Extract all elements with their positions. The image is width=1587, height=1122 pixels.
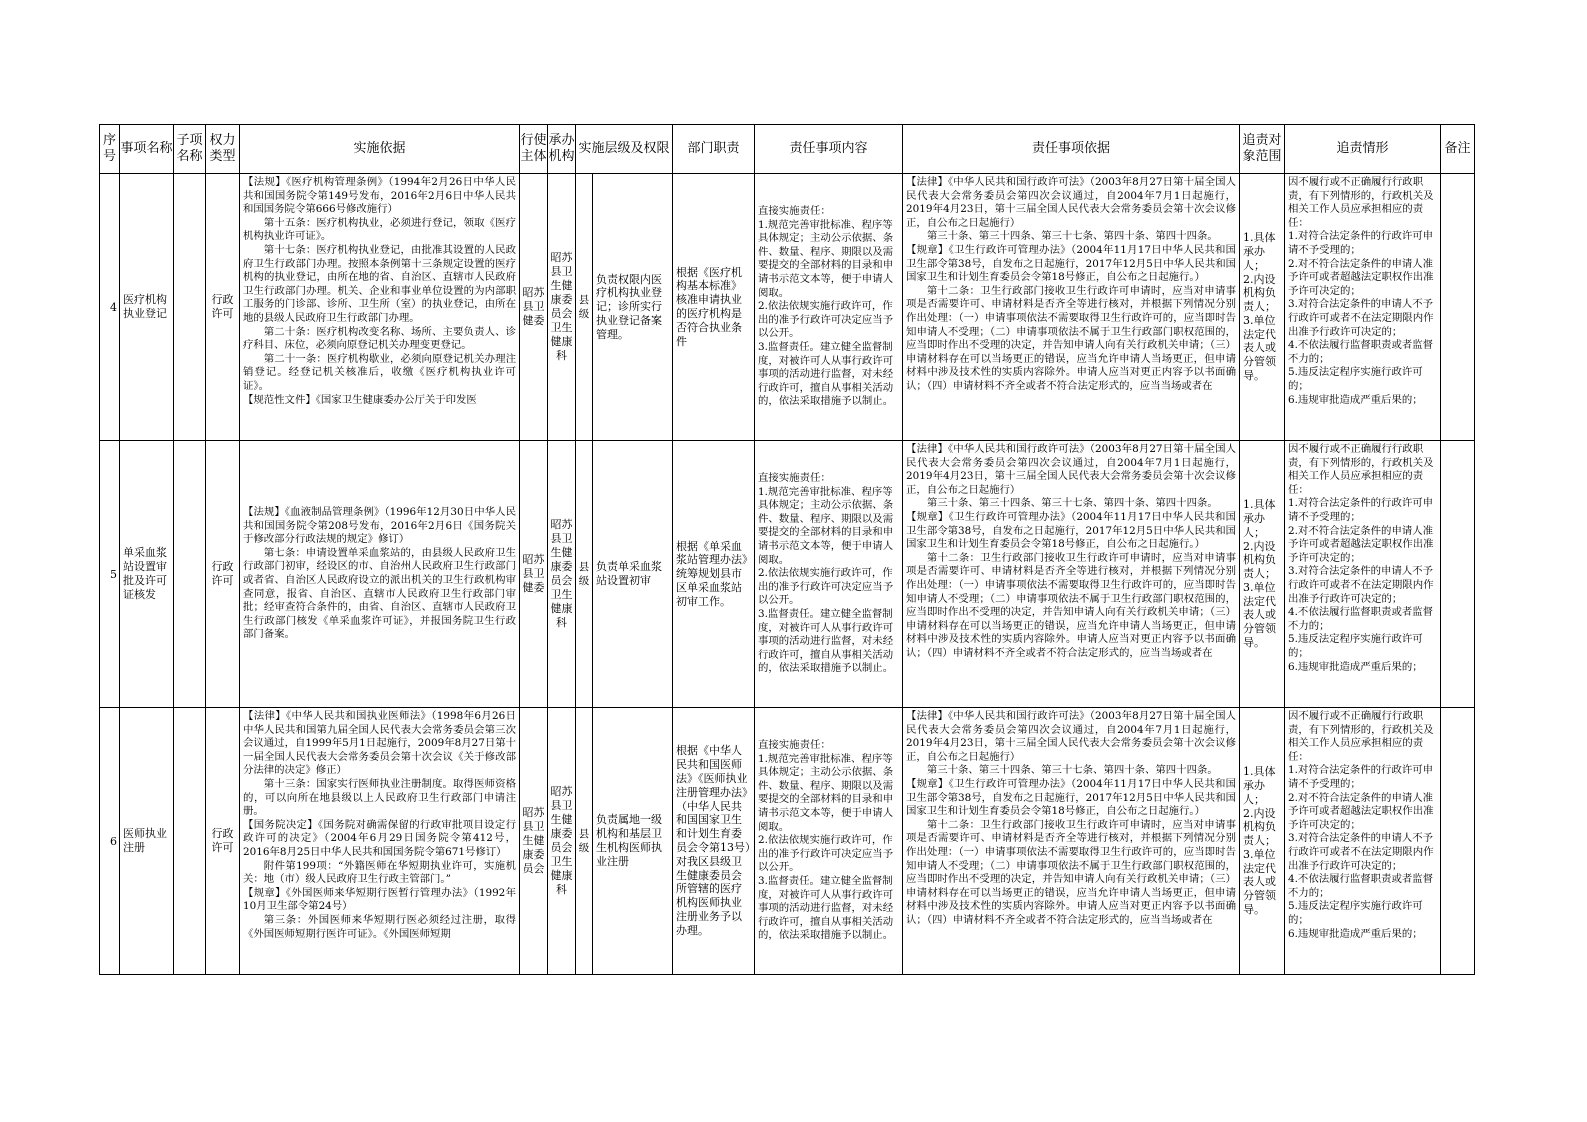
- resp-basis-cell: [903, 174, 1240, 441]
- scope: 1.具体承办人； 2.内设机构负责人； 3.单位法定代表人或分管领导。: [1243, 765, 1277, 917]
- situation: 因不履行或不正确履行行政职责，有下列情形的，行政机关及相关工作人员应承担相应的责任： 1.对符合法定条件的行政许可申请不予受理的； 2.对不符合法定条件的申请人准予许可或者超越法定职权作出准予许可决定的； 3.对符合法定条件的申请人不予行政许可或者不在法定期限内作出准予行政许可决定的； 4.不依法履行监督职责或者监督不力的； 5.违反法定程序实施行政许可的； 6.违规审批造成严重后果的；: [1288, 176, 1434, 406]
- situation: 因不履行或不正确履行行政职责，有下列情形的，行政机关及相关工作人员应承担相应的责任： 1.对符合法定条件的行政许可申请不予受理的； 2.对不符合法定条件的申请人准予许可或者超越法定职权作出准予许可决定的； 3.对符合法定条件的申请人不予行政许可或者不在法定期限内作出准予行政许可决定的； 4.不依法履行监督职责或者监督不力的； 5.违反法定程序实施行政许可的； 6.违规审批造成严重后果的；: [1288, 710, 1434, 940]
- subject: 昭苏县卫健委: [522, 553, 545, 594]
- duty: 根据《医疗机构基本标准》核准申请执业的医疗机构是否符合执业条件: [676, 265, 743, 348]
- situation-cell: [1285, 174, 1441, 441]
- col-item-name: 事项名称: [120, 125, 174, 174]
- table-row: [100, 708, 1475, 975]
- resp-basis-text-line: 第十二条：卫生行政部门接收卫生行政许可申请时，应当对申请事项是否需要许可、申请材料是否齐全等进行核对，并根据下列情况分别作出处理：（一）申请事项依法不需要取得卫生行政许可的，应当即时告知申请人不受理；（二）申请事项依法不属于卫生行政部门职权范围的，应当即时作出不受理的决定，并告知申请人向有关行政机关申请；（三）申请材料存在可以当场更正的错误，应当允许申请人当场更正，但申请材料中涉及技术性的实质内容除外。申请人应当对更正内容予以书面确认；（四）申请材料不齐全或者不符合法定形式的，应当当场或者在: [906, 818, 1237, 926]
- resp-basis-text-line: 第三十条、第三十四条、第三十七条、第四十条、第四十四条。: [926, 764, 1218, 777]
- basis-text-line: 第七条：申请设置单采血浆站的，由县级人民政府卫生行政部门初审，经设区的市、自治州人民政府卫生行政部门或者省、自治区人民政府设立的派出机关的卫生行政机构审查同意，报省、自治区、直辖市人民政府卫生行政部门审批；经审查符合条件的，由省、自治区、直辖市人民政府卫生行政部门核发《单采血浆许可证》，并报国务院卫生行政部门备案。: [243, 546, 516, 641]
- basis-text: [240, 441, 519, 707]
- item-name-cell: [120, 441, 174, 708]
- level: 县级: [578, 294, 590, 320]
- duty-cell: [673, 708, 755, 975]
- level: 县级: [578, 561, 590, 587]
- basis-text-line: 第十三条：国家实行医师执业注册制度。取得医师资格的，可以向所在地县级以上人民政府卫生行政部门申请注册。: [243, 777, 516, 818]
- level-desc: 负责权限内医疗机构执业登记；诊所实行执业登记备案管理。: [596, 272, 662, 341]
- remark: [1441, 708, 1474, 974]
- basis-text-line: 附件第199项：“外籍医师在华短期执业许可，实施机关：地（市）级人民政府卫生行政主管部门。”: [243, 859, 516, 886]
- resp-content: 直接实施责任： 1.规范完善审批标准、程序等具体规定；主动公示依据、条件、数量、程序、期限以及需要提交的全部材料的目录和申请书示范文本等，便于申请人阅取。 2.依法依规实施行政许可，作出的准予行政许可决定应当予以公开。 3.监督责任。建立健全监督制度，对被许可人从事行政许可事项的活动进行监督，对未经行政许可，擅自从事相关活动的，依法采取措施予以制止。: [758, 205, 894, 408]
- table-row: [100, 441, 1475, 708]
- resp-basis-cell: [903, 708, 1240, 975]
- power-type-cell: [206, 441, 240, 708]
- resp-basis-text-line: 【法律】《中华人民共和国行政许可法》（2003年8月27日第十届全国人民代表大会常务委员会第四次会议通过，自2004年7月1日起施行，2019年4月23日，第十三届全国人民代表大会常务委员会第十次会议修正，自公布之日起施行）: [906, 176, 1237, 229]
- basis-text-line: 第十七条：医疗机构执业登记，由批准其设置的人民政府卫生行政部门办理。按照本条例第十三条规定设置的医疗机构的执业登记，由所在地的省、自治区、直辖市人民政府卫生行政部门办理。机关、企业和事业单位设置的为内部职工服务的门诊部、诊所、卫生所（室）的执业登记，由所在地的县级人民政府卫生行政部门办理。: [243, 243, 516, 324]
- sub-item-cell: [174, 708, 206, 975]
- sub-item: [174, 174, 205, 440]
- handler-cell: [548, 441, 576, 708]
- level-desc-cell: [593, 174, 673, 441]
- duty: 根据《单采血浆站管理办法》统筹规划县市区单采血浆站初审工作。: [676, 539, 748, 608]
- col-seq: 序号: [100, 125, 120, 174]
- handler-cell: [548, 708, 576, 975]
- col-sub-item: 子项名称: [174, 125, 206, 174]
- basis-cell: [240, 441, 520, 708]
- duty-cell: [673, 441, 755, 708]
- level-cell: [576, 174, 593, 441]
- resp-basis-text: [903, 174, 1239, 440]
- item-name-cell: [120, 174, 174, 441]
- level-cell: [576, 708, 593, 975]
- item-name: 医师执业注册: [123, 827, 167, 854]
- col-remark: 备注: [1441, 125, 1475, 174]
- resp-basis-text: [903, 708, 1239, 974]
- basis-text-line: 【法规】《血液制品管理条例》（1996年12月30日中华人民共和国国务院令第208号发布，2016年2月6日《国务院关于修改部分行政法规的规定》修订）: [243, 506, 516, 546]
- sub-item-cell: [174, 174, 206, 441]
- handler: 昭苏县卫生健康委员会卫生健康科: [550, 518, 573, 629]
- col-handler: 承办机构: [548, 125, 576, 174]
- basis-cell: [240, 174, 520, 441]
- handler: 昭苏县卫生健康委员会卫生健康科: [550, 785, 573, 896]
- col-subject: 行使主体: [520, 125, 548, 174]
- scope-cell: [1240, 708, 1285, 975]
- resp-basis-text: [903, 441, 1239, 707]
- level-cell: [576, 441, 593, 708]
- resp-content-cell: [755, 708, 903, 975]
- header-row: [100, 125, 1475, 174]
- resp-basis-text-line: 【法律】《中华人民共和国行政许可法》（2003年8月27日第十届全国人民代表大会常务委员会第四次会议通过，自2004年7月1日起施行，2019年4月23日，第十三届全国人民代表大会常务委员会第十次会议修正，自公布之日起施行）: [906, 710, 1237, 763]
- level: 县级: [578, 828, 590, 854]
- level-desc: 负责属地一级机构和基层卫生机构医师执业注册: [596, 813, 662, 868]
- duty: 根据《中华人民共和国医师法》《医师执业注册管理办法》（中华人民共和国国家卫生和计划生育委员会令第13号）对我区县级卫生健康委员会所管辖的医疗机构医师执业注册业务予以办理。: [676, 744, 751, 937]
- seq-cell: [100, 174, 120, 441]
- sub-item-cell: [174, 441, 206, 708]
- scope-cell: [1240, 441, 1285, 708]
- scope-cell: [1240, 174, 1285, 441]
- subject-cell: [520, 708, 548, 975]
- row-number: 6: [110, 834, 117, 848]
- remark: [1441, 441, 1474, 707]
- seq-cell: [100, 708, 120, 975]
- item-name: 医疗机构执业登记: [123, 293, 167, 320]
- remark: [1441, 174, 1474, 440]
- basis-text-line: 第三条：外国医师来华短期行医必须经过注册，取得《外国医师短期行医许可证》。《外国医师短期: [243, 913, 516, 940]
- handler-cell: [548, 174, 576, 441]
- basis-text-line: 【规范性文件】《国家卫生健康委办公厅关于印发医: [243, 393, 477, 406]
- row-number: 5: [110, 567, 117, 581]
- subject-cell: [520, 174, 548, 441]
- responsibility-table: [99, 124, 1475, 975]
- level-desc-cell: [593, 708, 673, 975]
- sub-item: [174, 441, 205, 707]
- resp-basis-text-line: 【规章】《卫生行政许可管理办法》（2004年11月17日中华人民共和国卫生部令第38号，自发布之日起施行，2017年12月5日中华人民共和国国家卫生和计划生育委员会令第18号修正，自公布之日起施行。）: [906, 510, 1237, 551]
- situation: 因不履行或不正确履行行政职责，有下列情形的，行政机关及相关工作人员应承担相应的责任： 1.对符合法定条件的行政许可申请不予受理的； 2.对不符合法定条件的申请人准予许可或者超越法定职权作出准予许可决定的； 3.对符合法定条件的申请人不予行政许可或者不在法定期限内作出准予行政许可决定的； 4.不依法履行监督职责或者监督不力的； 5.违反法定程序实施行政许可的； 6.违规审批造成严重后果的；: [1288, 443, 1434, 673]
- resp-basis-text-line: 【法律】《中华人民共和国行政许可法》（2003年8月27日第十届全国人民代表大会常务委员会第四次会议通过，自2004年7月1日起施行，2019年4月23日，第十三届全国人民代表大会常务委员会第十次会议修正，自公布之日起施行）: [906, 443, 1237, 496]
- power-type-cell: [206, 708, 240, 975]
- seq-cell: [100, 441, 120, 708]
- col-duty: 部门职责: [673, 125, 755, 174]
- col-resp-basis: 责任事项依据: [903, 125, 1240, 174]
- remark-cell: [1441, 441, 1475, 708]
- resp-basis-text-line: 第三十条、第三十四条、第三十七条、第四十条、第四十四条。: [926, 230, 1218, 243]
- scope: 1.具体承办人； 2.内设机构负责人； 3.单位法定代表人或分管领导。: [1243, 498, 1277, 650]
- item-name: 单采血浆站设置审批及许可证核发: [123, 546, 167, 601]
- basis-text-line: 【国务院决定】《国务院对确需保留的行政审批项目设定行政许可的决定》（2004年6月29日国务院令第412号，2016年8月25日中华人民共和国国务院令第671号修订）: [243, 818, 516, 858]
- basis-text-line: 【法规】《医疗机构管理条例》（1994年2月26日中华人民共和国国务院令第149号发布，2016年2月6日中华人民共和国国务院令第666号修改施行）: [243, 176, 516, 216]
- subject: 昭苏县卫健委: [522, 286, 545, 327]
- basis-text-line: 第二十条：医疗机构改变名称、场所、主要负责人、诊疗科目、床位，必须向原登记机关办理变更登记。: [243, 325, 516, 352]
- basis-text: [240, 708, 519, 974]
- power-type-cell: [206, 174, 240, 441]
- situation-cell: [1285, 441, 1441, 708]
- col-level: 实施层级及权限: [576, 125, 673, 174]
- resp-basis-text-line: 【规章】《卫生行政许可管理办法》（2004年11月17日中华人民共和国卫生部令第38号，自发布之日起施行，2017年12月5日中华人民共和国国家卫生和计划生育委员会令第18号修正，自公布之日起施行。）: [906, 243, 1237, 284]
- level-desc: 负责单采血浆站设置初审: [596, 560, 662, 587]
- remark-cell: [1441, 708, 1475, 975]
- resp-content-cell: [755, 441, 903, 708]
- basis-text-line: 【法律】《中华人民共和国执业医师法》（1998年6月26日中华人民共和国第九届全国人民代表大会常务委员会第三次会议通过，自1999年5月1日起施行，2009年8月27日第十一届全国人民代表大会常务委员会第十次会议《关于修改部分法律的决定》修正）: [243, 710, 516, 777]
- sub-item: [174, 708, 205, 974]
- level-desc-cell: [593, 441, 673, 708]
- row-number: 4: [110, 300, 117, 314]
- handler: 昭苏县卫生健康委员会卫生健康科: [550, 251, 573, 362]
- power-type: 行政许可: [211, 293, 234, 320]
- basis-text-line: 【规章】《外国医师来华短期行医暂行管理办法》（1992年10月卫生部令第24号）: [243, 886, 516, 913]
- col-resp-content: 责任事项内容: [755, 125, 903, 174]
- basis-text-line: 第二十一条：医疗机构歇业，必须向原登记机关办理注销登记。经登记机关核准后，收缴《医疗机构执业许可证》。: [243, 352, 516, 392]
- resp-content: 直接实施责任： 1.规范完善审批标准、程序等具体规定；主动公示依据、条件、数量、程序、期限以及需要提交的全部材料的目录和申请书示范文本等，便于申请人阅取。 2.依法依规实施行政许可，作出的准予行政许可决定应当予以公开。 3.监督责任。建立健全监督制度，对被许可人从事行政许可事项的活动进行监督，对未经行政许可，擅自从事相关活动的，依法采取措施予以制止。: [758, 472, 894, 675]
- resp-basis-text-line: 第十二条：卫生行政部门接收卫生行政许可申请时，应当对申请事项是否需要许可、申请材料是否齐全等进行核对，并根据下列情况分别作出处理：（一）申请事项依法不需要取得卫生行政许可的，应当即时告知申请人不受理；（二）申请事项依法不属于卫生行政部门职权范围的，应当即时作出不受理的决定，并告知申请人向有关行政机关申请；（三）申请材料存在可以当场更正的错误，应当允许申请人当场更正，但申请材料中涉及技术性的实质内容除外。申请人应当对更正内容予以书面确认；（四）申请材料不齐全或者不符合法定形式的，应当当场或者在: [906, 551, 1237, 659]
- subject: 昭苏县卫生健康委员会: [522, 806, 545, 875]
- resp-basis-text-line: 第三十条、第三十四条、第三十七条、第四十条、第四十四条。: [926, 497, 1218, 510]
- power-type: 行政许可: [211, 560, 234, 587]
- resp-content-cell: [755, 174, 903, 441]
- resp-content: 直接实施责任： 1.规范完善审批标准、程序等具体规定；主动公示依据、条件、数量、程序、期限以及需要提交的全部材料的目录和申请书示范文本等，便于申请人阅取。 2.依法依规实施行政许可，作出的准予行政许可决定应当予以公开。 3.监督责任。建立健全监督制度，对被许可人从事行政许可事项的活动进行监督，对未经行政许可，擅自从事相关活动的，依法采取措施予以制止。: [758, 739, 894, 942]
- basis-text: [240, 174, 519, 440]
- duty-cell: [673, 174, 755, 441]
- col-scope: 追责对象范围: [1240, 125, 1285, 174]
- resp-basis-cell: [903, 441, 1240, 708]
- col-power-type: 权力类型: [206, 125, 240, 174]
- resp-basis-text-line: 【规章】《卫生行政许可管理办法》（2004年11月17日中华人民共和国卫生部令第38号，自发布之日起施行，2017年12月5日中华人民共和国国家卫生和计划生育委员会令第18号修正，自公布之日起施行。）: [906, 777, 1237, 818]
- table-row: [100, 174, 1475, 441]
- col-basis: 实施依据: [240, 125, 520, 174]
- col-situation: 追责情形: [1285, 125, 1441, 174]
- subject-cell: [520, 441, 548, 708]
- basis-cell: [240, 708, 520, 975]
- situation-cell: [1285, 708, 1441, 975]
- basis-text-line: 第十五条：医疗机构执业，必须进行登记，领取《医疗机构执业许可证》。: [243, 216, 516, 243]
- power-type: 行政许可: [211, 827, 234, 854]
- item-name-cell: [120, 708, 174, 975]
- resp-basis-text-line: 第十二条：卫生行政部门接收卫生行政许可申请时，应当对申请事项是否需要许可、申请材料是否齐全等进行核对，并根据下列情况分别作出处理：（一）申请事项依法不需要取得卫生行政许可的，应当即时告知申请人不受理；（二）申请事项依法不属于卫生行政部门职权范围的，应当即时作出不受理的决定，并告知申请人向有关行政机关申请；（三）申请材料存在可以当场更正的错误，应当允许申请人当场更正，但申请材料中涉及技术性的实质内容除外。申请人应当对更正内容予以书面确认；（四）申请材料不齐全或者不符合法定形式的，应当当场或者在: [906, 284, 1237, 392]
- remark-cell: [1441, 174, 1475, 441]
- scope: 1.具体承办人； 2.内设机构负责人； 3.单位法定代表人或分管领导。: [1243, 231, 1277, 383]
